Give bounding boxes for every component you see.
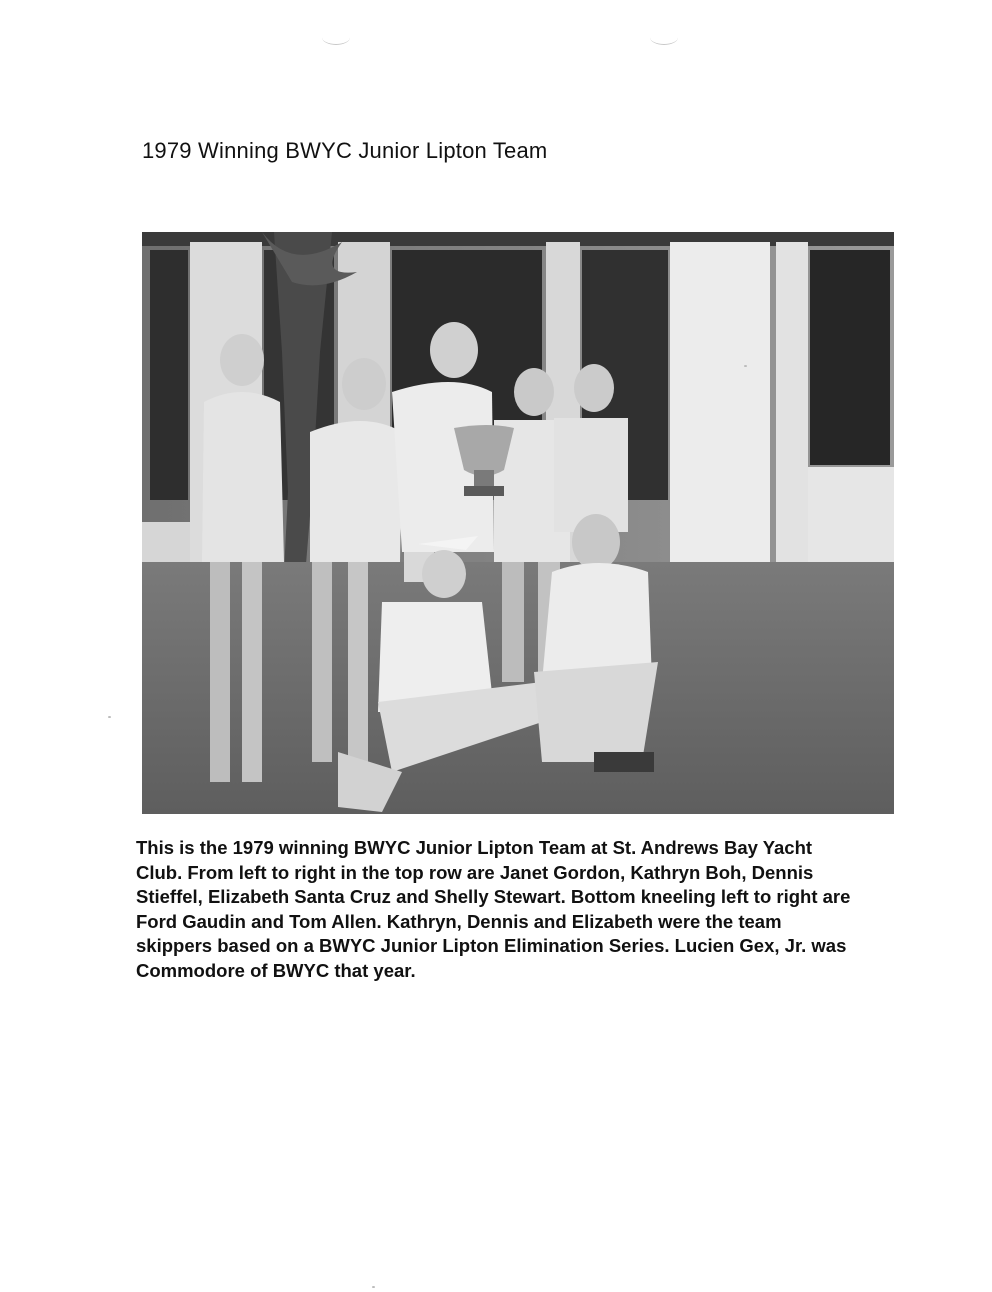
- scan-speck: [108, 716, 111, 718]
- window: [810, 250, 890, 465]
- scan-speck: [744, 365, 747, 367]
- team-photo-illustration: [142, 232, 894, 814]
- document-title: 1979 Winning BWYC Junior Lipton Team: [142, 138, 548, 163]
- bench: [142, 522, 190, 562]
- photo-caption: This is the 1979 winning BWYC Junior Lipton Team at St. Andrews Bay Yacht Club. From left to right in the top row are Janet Gordon, Kathryn Boh, Dennis Stieffel, Elizabeth Santa Cruz and Shelly Stewart. Bottom kneeling left to right are Ford Gaudin and Tom Allen. Kathryn, Dennis and Elizabeth were the team skippers based on a BWYC Junior Lipton Elimination Series. Lucien Gex, Jr. was Commodore of BWYC that year.: [136, 837, 851, 981]
- scan-speck: [372, 1286, 375, 1288]
- column: [670, 242, 770, 572]
- punch-hole-mark: [322, 30, 350, 45]
- window: [150, 250, 188, 500]
- team-photo: [142, 232, 894, 814]
- column: [776, 242, 808, 572]
- punch-hole-mark: [650, 30, 678, 45]
- wall-panel: [808, 467, 894, 567]
